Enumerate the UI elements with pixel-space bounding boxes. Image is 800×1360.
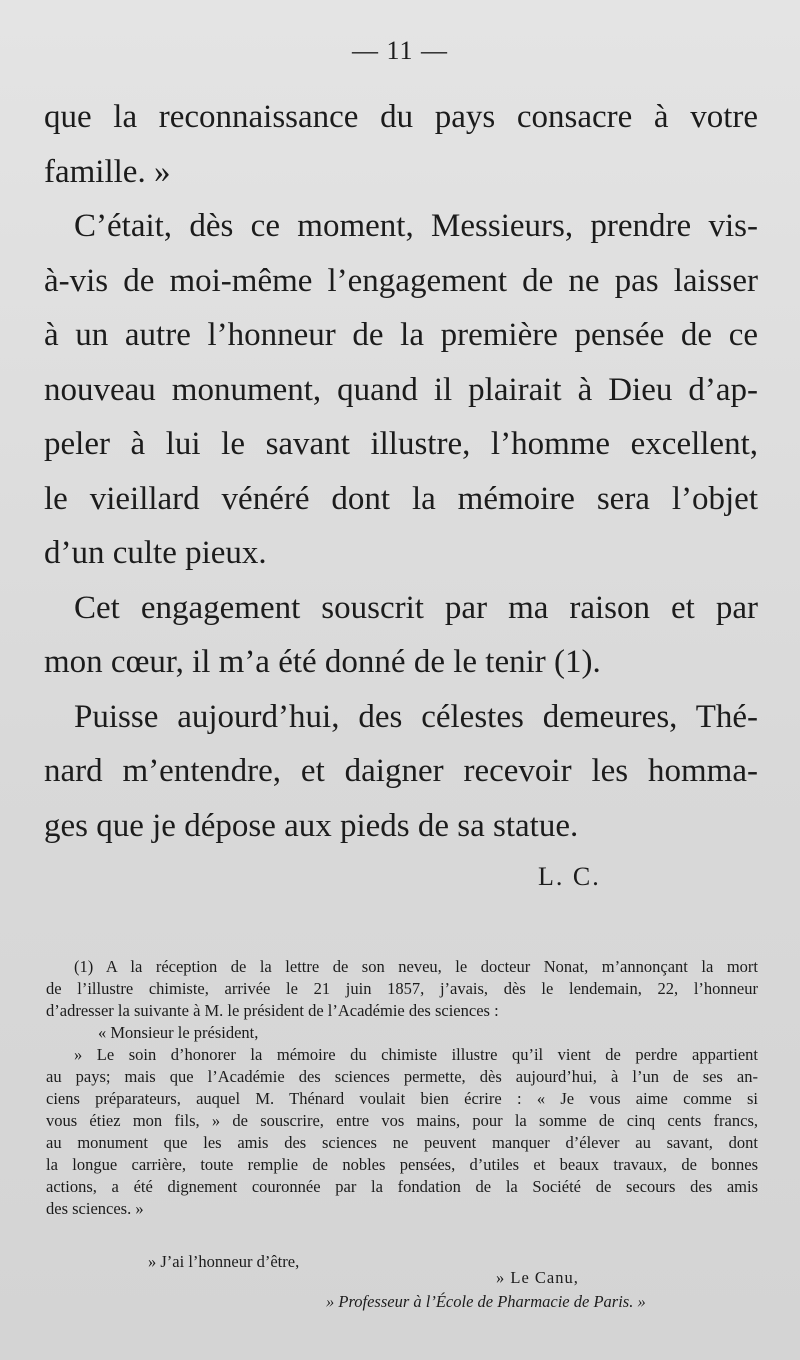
footnote-line: » Le soin d’honorer la mémoire du chimiste illustre qu’il vient de perdre appartient: [74, 1045, 758, 1064]
footnote-line: d’adresser la suivante à M. le président de l’Académie des sciences :: [46, 1001, 499, 1020]
paragraph-2: [44, 199, 758, 581]
body-line: Puisse aujourd’hui, des célestes demeures, Thé-: [74, 698, 758, 735]
letter-signer: » Le Canu,: [496, 1268, 579, 1287]
paragraph-4: [44, 690, 758, 854]
body-line: le vieillard vénéré dont la mémoire sera l’objet: [44, 480, 758, 517]
footnote-line: « Monsieur le président,: [98, 1023, 259, 1042]
body-text: [44, 90, 758, 853]
body-line: famille. »: [44, 153, 171, 190]
footnote: [46, 956, 758, 1220]
body-line: nouveau monument, quand il plairait à Dieu d’ap-: [44, 371, 758, 408]
letter-signer-title: » Professeur à l’École de Pharmacie de Paris. »: [326, 1292, 646, 1311]
paragraph-3: [44, 581, 758, 690]
footnote-line: (1) A la réception de la lettre de son neveu, le docteur Nonat, m’annonçant la mort: [74, 957, 758, 976]
page-number: — 11 —: [351, 36, 449, 65]
body-line: ges que je dépose aux pieds de sa statue.: [44, 807, 579, 844]
footnote-line: de l’illustre chimiste, arrivée le 21 juin 1857, j’avais, dès le lendemain, 22, l’honneur: [46, 979, 758, 998]
body-line: peler à lui le savant illustre, l’homme excellent,: [44, 426, 758, 462]
signature-initials: L. C.: [538, 862, 601, 891]
footnote-line: au pays; mais que l’Académie des sciences permette, dès aujourd’hui, à l’un de ses an-: [46, 1067, 758, 1086]
footnote-line: la longue carrière, toute remplie de nobles pensées, d’utiles et beaux travaux, de bonnes: [46, 1155, 758, 1174]
body-line: Cet engagement souscrit par ma raison et par: [74, 589, 758, 626]
body-line: que la reconnaissance du pays consacre à votre: [44, 99, 758, 135]
body-line: nard m’entendre, et daigner recevoir les homma-: [44, 753, 758, 789]
body-line: à un autre l’honneur de la première pensée de ce: [44, 317, 758, 353]
letter-closing: » J’ai l’honneur d’être,: [148, 1252, 300, 1271]
footnote-line: des sciences. »: [46, 1199, 144, 1218]
footnote-line: ciens préparateurs, auquel M. Thénard voulait bien écrire : « Je vous aime comme si: [46, 1089, 758, 1108]
body-line: d’un culte pieux.: [44, 535, 267, 571]
body-line: mon cœur, il m’a été donné de le tenir (1).: [44, 644, 601, 680]
body-line: C’était, dès ce moment, Messieurs, prendre vis-: [74, 208, 758, 244]
footnote-line: actions, a été dignement couronnée par la fondation de la Société de secours des amis: [46, 1177, 758, 1196]
body-line: à-vis de moi-même l’engagement de ne pas laisser: [44, 262, 758, 299]
footnote-line: vous étiez mon fils, » de souscrire, entre vos mains, pour la somme de cinq cents francs,: [46, 1111, 758, 1130]
footnote-line: au monument que les amis des sciences ne peuvent manquer d’élever au savant, dont: [46, 1133, 758, 1152]
paragraph-1: [44, 90, 758, 199]
